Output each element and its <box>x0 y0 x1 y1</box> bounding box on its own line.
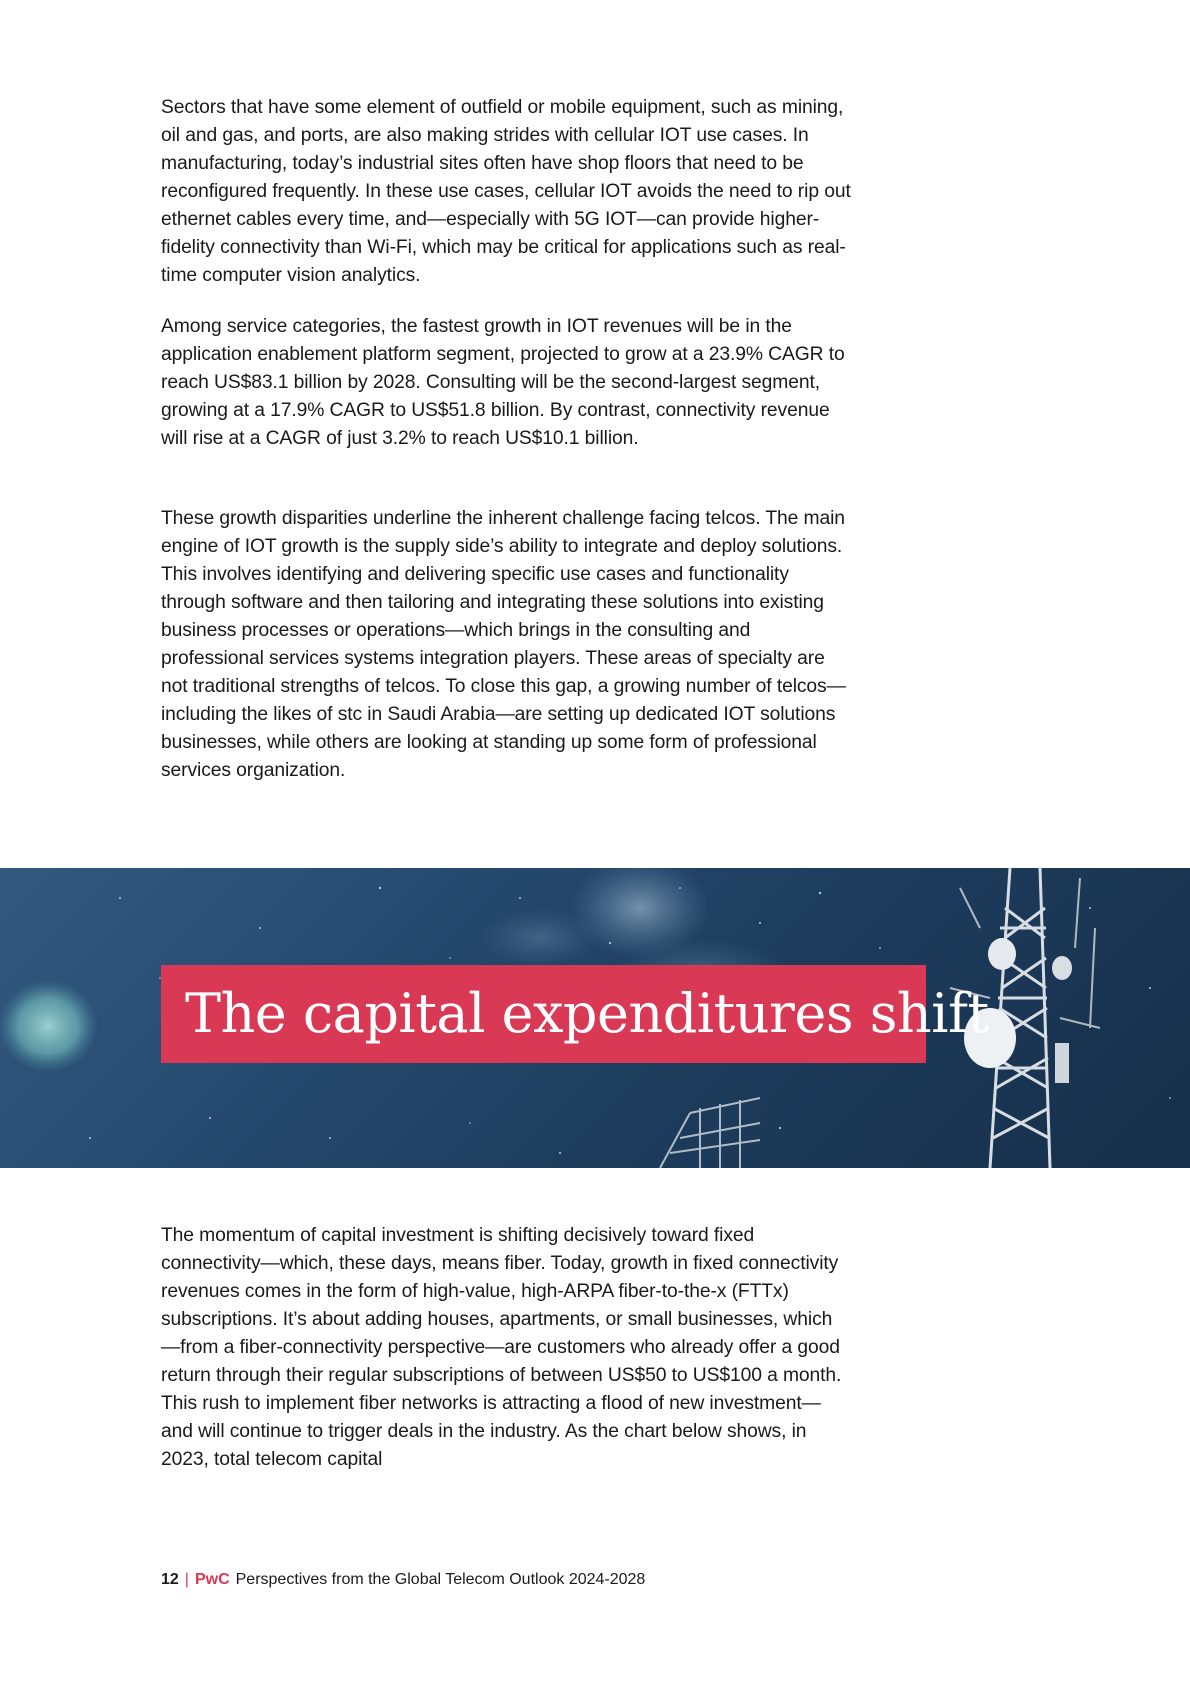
page-footer <box>161 1569 645 1591</box>
body-paragraph-1: Sectors that have some element of outfield or mobile equipment, such as mining, oil and gas, and ports, are also making strides with cellular IOT use cases. In manufacturing, today’s industrial sites often have shop floors that need to be reconfigured frequently. In these use cases, cellular IOT avoids the need to rip out ethernet cables every time, and—especially with 5G IOT—can provide higher-fidelity connectivity than Wi-Fi, which may be critical for applications such as real-time computer vision analytics. <box>161 97 851 286</box>
footer-separator: | <box>184 1571 189 1588</box>
section-title-box <box>161 965 989 1063</box>
body-paragraph-3: These growth disparities underline the inherent challenge facing telcos. The main engine of IOT growth is the supply side’s ability to integrate and deploy solutions. This involves identifying and delivering specific use cases and functionality through software and then tailoring and integrating these solutions into existing business processes or operations—which brings in the consulting and professional services systems integration players. These areas of specialty are not traditional strengths of telcos. To close this gap, a growing number of telcos—including the likes of stc in Saudi Arabia—are setting up dedicated IOT solutions businesses, while others are looking at standing up some form of professional services organization. <box>161 508 846 781</box>
footer-brand: PwC <box>194 1571 230 1588</box>
body-paragraph-2: Among service categories, the fastest growth in IOT revenues will be in the application enablement platform segment, projected to grow at a 23.9% CAGR to reach US$83.1 billion by 2028. Consulting will be the second-largest segment, growing at a 17.9% CAGR to US$51.8 billion. By contrast, connectivity revenue will rise at a CAGR of just 3.2% to reach US$10.1 billion. <box>161 316 845 449</box>
section-title: The capital expenditures shift <box>185 982 989 1045</box>
footer-publication-title: Perspectives from the Global Telecom Outlook 2024-2028 <box>235 1571 646 1588</box>
body-paragraph-4: The momentum of capital investment is shifting decisively toward fixed connectivity—which, these days, means fiber. Today, growth in fixed connectivity revenues comes in the form of high-value, high-ARPA fiber-to-the-x (FTTx) subscriptions. It’s about adding houses, apartments, or small businesses, which—from a fiber-connectivity perspective—are customers who already offer a good return through their regular subscriptions of between US$50 to US$100 a month. This rush to implement fiber networks is attracting a flood of new investment—and will continue to trigger deals in the industry. As the chart below shows, in 2023, total telecom capital <box>161 1225 842 1470</box>
page-number: 12 <box>161 1571 179 1588</box>
